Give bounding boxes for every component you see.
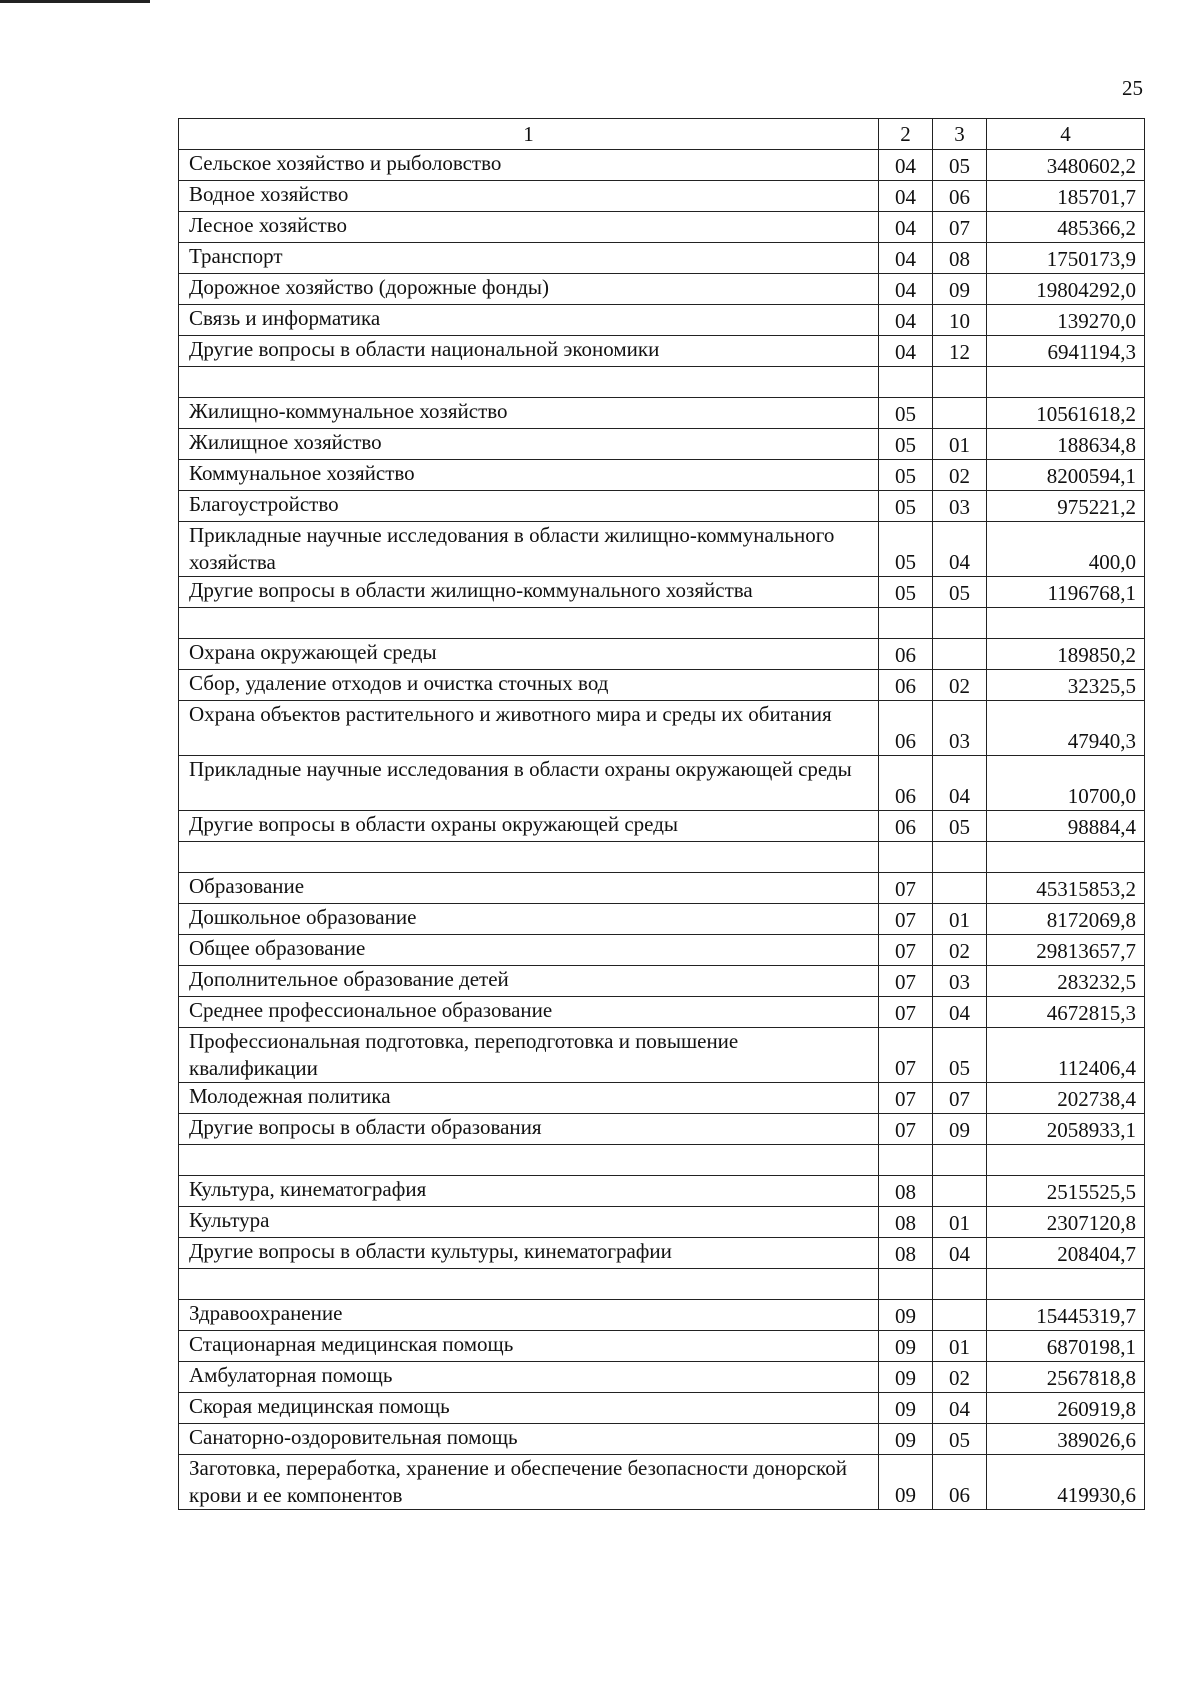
spacer-cell bbox=[987, 1269, 1145, 1300]
row-name-cell: Заготовка, переработка, хранение и обеспечение безопасности донорской крови и ее компонентов bbox=[179, 1455, 879, 1510]
row-subsection-cell: 03 bbox=[933, 966, 987, 997]
row-subsection-cell: 02 bbox=[933, 670, 987, 701]
row-amount-cell: 8172069,8 bbox=[987, 904, 1145, 935]
row-subsection-cell: 04 bbox=[933, 522, 987, 577]
spacer-cell bbox=[987, 842, 1145, 873]
row-subsection-cell: 04 bbox=[933, 1238, 987, 1269]
row-amount-cell: 2307120,8 bbox=[987, 1207, 1145, 1238]
row-name-cell: Транспорт bbox=[179, 243, 879, 274]
row-name-cell: Сельское хозяйство и рыболовство bbox=[179, 150, 879, 181]
row-section-cell: 05 bbox=[879, 398, 933, 429]
row-subsection-cell: 05 bbox=[933, 150, 987, 181]
spacer-cell bbox=[879, 367, 933, 398]
spacer-cell bbox=[179, 367, 879, 398]
spacer-cell bbox=[179, 1269, 879, 1300]
table-spacer-row bbox=[179, 842, 1145, 873]
table-row bbox=[179, 935, 1145, 966]
row-name-cell: Культура bbox=[179, 1207, 879, 1238]
header-col-1: 1 bbox=[179, 119, 879, 150]
row-subsection-cell: 03 bbox=[933, 491, 987, 522]
row-name-cell: Коммунальное хозяйство bbox=[179, 460, 879, 491]
row-name-cell: Амбулаторная помощь bbox=[179, 1362, 879, 1393]
row-subsection-cell bbox=[933, 639, 987, 670]
row-amount-cell: 1196768,1 bbox=[987, 577, 1145, 608]
table-row bbox=[179, 966, 1145, 997]
row-section-cell: 07 bbox=[879, 997, 933, 1028]
row-section-cell: 07 bbox=[879, 1083, 933, 1114]
row-amount-cell: 47940,3 bbox=[987, 701, 1145, 756]
row-name-cell: Другие вопросы в области национальной экономики bbox=[179, 336, 879, 367]
row-section-cell: 05 bbox=[879, 522, 933, 577]
row-section-cell: 09 bbox=[879, 1362, 933, 1393]
table-row bbox=[179, 181, 1145, 212]
row-section-cell: 09 bbox=[879, 1300, 933, 1331]
table-row bbox=[179, 701, 1145, 756]
table-body bbox=[179, 150, 1145, 1510]
spacer-cell bbox=[933, 842, 987, 873]
table-row bbox=[179, 1083, 1145, 1114]
row-amount-cell: 4672815,3 bbox=[987, 997, 1145, 1028]
row-subsection-cell: 12 bbox=[933, 336, 987, 367]
row-amount-cell: 208404,7 bbox=[987, 1238, 1145, 1269]
row-subsection-cell bbox=[933, 1300, 987, 1331]
row-name-cell: Охрана окружающей среды bbox=[179, 639, 879, 670]
row-subsection-cell: 04 bbox=[933, 756, 987, 811]
row-section-cell: 07 bbox=[879, 935, 933, 966]
row-subsection-cell: 04 bbox=[933, 1393, 987, 1424]
row-amount-cell: 6870198,1 bbox=[987, 1331, 1145, 1362]
header-col-2: 2 bbox=[879, 119, 933, 150]
row-section-cell: 08 bbox=[879, 1207, 933, 1238]
row-subsection-cell: 01 bbox=[933, 429, 987, 460]
table-row bbox=[179, 1028, 1145, 1083]
row-amount-cell: 3480602,2 bbox=[987, 150, 1145, 181]
row-name-cell: Охрана объектов растительного и животного мира и среды их обитания bbox=[179, 701, 879, 756]
row-amount-cell: 98884,4 bbox=[987, 811, 1145, 842]
row-name-cell: Другие вопросы в области культуры, кинематографии bbox=[179, 1238, 879, 1269]
table-row bbox=[179, 336, 1145, 367]
row-name-cell: Прикладные научные исследования в области жилищно-коммунального хозяйства bbox=[179, 522, 879, 577]
spacer-cell bbox=[987, 367, 1145, 398]
row-section-cell: 09 bbox=[879, 1393, 933, 1424]
row-section-cell: 05 bbox=[879, 429, 933, 460]
row-amount-cell: 8200594,1 bbox=[987, 460, 1145, 491]
row-amount-cell: 29813657,7 bbox=[987, 935, 1145, 966]
row-section-cell: 08 bbox=[879, 1238, 933, 1269]
row-subsection-cell bbox=[933, 1176, 987, 1207]
row-amount-cell: 139270,0 bbox=[987, 305, 1145, 336]
row-name-cell: Связь и информатика bbox=[179, 305, 879, 336]
row-name-cell: Жилищное хозяйство bbox=[179, 429, 879, 460]
table-row bbox=[179, 756, 1145, 811]
table-row bbox=[179, 1362, 1145, 1393]
row-amount-cell: 10700,0 bbox=[987, 756, 1145, 811]
row-name-cell: Образование bbox=[179, 873, 879, 904]
row-name-cell: Жилищно-коммунальное хозяйство bbox=[179, 398, 879, 429]
row-amount-cell: 419930,6 bbox=[987, 1455, 1145, 1510]
row-amount-cell: 45315853,2 bbox=[987, 873, 1145, 904]
table-row bbox=[179, 274, 1145, 305]
spacer-cell bbox=[987, 608, 1145, 639]
row-subsection-cell: 05 bbox=[933, 1424, 987, 1455]
row-name-cell: Другие вопросы в области образования bbox=[179, 1114, 879, 1145]
row-amount-cell: 185701,7 bbox=[987, 181, 1145, 212]
row-subsection-cell: 02 bbox=[933, 935, 987, 966]
row-subsection-cell: 04 bbox=[933, 997, 987, 1028]
row-amount-cell: 2567818,8 bbox=[987, 1362, 1145, 1393]
row-amount-cell: 202738,4 bbox=[987, 1083, 1145, 1114]
table-row bbox=[179, 1176, 1145, 1207]
row-name-cell: Дополнительное образование детей bbox=[179, 966, 879, 997]
row-name-cell: Другие вопросы в области охраны окружающей среды bbox=[179, 811, 879, 842]
row-subsection-cell: 07 bbox=[933, 212, 987, 243]
spacer-cell bbox=[879, 1145, 933, 1176]
row-subsection-cell: 07 bbox=[933, 1083, 987, 1114]
row-amount-cell: 283232,5 bbox=[987, 966, 1145, 997]
row-section-cell: 04 bbox=[879, 150, 933, 181]
row-name-cell: Другие вопросы в области жилищно-коммунального хозяйства bbox=[179, 577, 879, 608]
row-subsection-cell bbox=[933, 398, 987, 429]
row-section-cell: 09 bbox=[879, 1424, 933, 1455]
header-col-3: 3 bbox=[933, 119, 987, 150]
row-amount-cell: 19804292,0 bbox=[987, 274, 1145, 305]
row-name-cell: Молодежная политика bbox=[179, 1083, 879, 1114]
table-row bbox=[179, 398, 1145, 429]
table-row bbox=[179, 1393, 1145, 1424]
row-subsection-cell: 09 bbox=[933, 274, 987, 305]
row-amount-cell: 32325,5 bbox=[987, 670, 1145, 701]
table-row bbox=[179, 305, 1145, 336]
row-subsection-cell: 05 bbox=[933, 577, 987, 608]
row-subsection-cell: 10 bbox=[933, 305, 987, 336]
row-section-cell: 07 bbox=[879, 966, 933, 997]
table-row bbox=[179, 491, 1145, 522]
table-row bbox=[179, 997, 1145, 1028]
row-subsection-cell: 09 bbox=[933, 1114, 987, 1145]
row-section-cell: 07 bbox=[879, 904, 933, 935]
row-subsection-cell: 01 bbox=[933, 904, 987, 935]
row-name-cell: Профессиональная подготовка, переподготовка и повышение квалификации bbox=[179, 1028, 879, 1083]
row-section-cell: 04 bbox=[879, 181, 933, 212]
spacer-cell bbox=[179, 608, 879, 639]
table-row bbox=[179, 1331, 1145, 1362]
table-spacer-row bbox=[179, 367, 1145, 398]
table-row bbox=[179, 1424, 1145, 1455]
table-row bbox=[179, 811, 1145, 842]
spacer-cell bbox=[879, 1269, 933, 1300]
row-section-cell: 09 bbox=[879, 1331, 933, 1362]
table-row bbox=[179, 460, 1145, 491]
table-header-row bbox=[179, 119, 1145, 150]
table-row bbox=[179, 904, 1145, 935]
row-amount-cell: 15445319,7 bbox=[987, 1300, 1145, 1331]
row-name-cell: Прикладные научные исследования в области охраны окружающей среды bbox=[179, 756, 879, 811]
spacer-cell bbox=[987, 1145, 1145, 1176]
row-amount-cell: 400,0 bbox=[987, 522, 1145, 577]
row-subsection-cell: 08 bbox=[933, 243, 987, 274]
row-name-cell: Лесное хозяйство bbox=[179, 212, 879, 243]
row-section-cell: 04 bbox=[879, 274, 933, 305]
row-section-cell: 04 bbox=[879, 336, 933, 367]
row-subsection-cell bbox=[933, 873, 987, 904]
row-subsection-cell: 06 bbox=[933, 1455, 987, 1510]
row-subsection-cell: 05 bbox=[933, 1028, 987, 1083]
row-subsection-cell: 03 bbox=[933, 701, 987, 756]
table-row bbox=[179, 873, 1145, 904]
row-name-cell: Благоустройство bbox=[179, 491, 879, 522]
table-row bbox=[179, 1300, 1145, 1331]
row-name-cell: Среднее профессиональное образование bbox=[179, 997, 879, 1028]
budget-table bbox=[178, 118, 1145, 1510]
row-name-cell: Стационарная медицинская помощь bbox=[179, 1331, 879, 1362]
spacer-cell bbox=[933, 1145, 987, 1176]
spacer-cell bbox=[879, 842, 933, 873]
row-amount-cell: 188634,8 bbox=[987, 429, 1145, 460]
row-name-cell: Скорая медицинская помощь bbox=[179, 1393, 879, 1424]
row-amount-cell: 2058933,1 bbox=[987, 1114, 1145, 1145]
row-subsection-cell: 02 bbox=[933, 1362, 987, 1393]
row-amount-cell: 260919,8 bbox=[987, 1393, 1145, 1424]
row-subsection-cell: 05 bbox=[933, 811, 987, 842]
row-section-cell: 06 bbox=[879, 756, 933, 811]
row-name-cell: Общее образование bbox=[179, 935, 879, 966]
table-row bbox=[179, 670, 1145, 701]
row-section-cell: 06 bbox=[879, 811, 933, 842]
table-row bbox=[179, 639, 1145, 670]
row-subsection-cell: 06 bbox=[933, 181, 987, 212]
row-section-cell: 05 bbox=[879, 460, 933, 491]
row-section-cell: 04 bbox=[879, 243, 933, 274]
row-name-cell: Культура, кинематография bbox=[179, 1176, 879, 1207]
row-section-cell: 06 bbox=[879, 701, 933, 756]
row-amount-cell: 6941194,3 bbox=[987, 336, 1145, 367]
table-spacer-row bbox=[179, 608, 1145, 639]
row-amount-cell: 975221,2 bbox=[987, 491, 1145, 522]
row-section-cell: 07 bbox=[879, 1114, 933, 1145]
row-name-cell: Дорожное хозяйство (дорожные фонды) bbox=[179, 274, 879, 305]
row-amount-cell: 189850,2 bbox=[987, 639, 1145, 670]
row-name-cell: Водное хозяйство bbox=[179, 181, 879, 212]
row-section-cell: 06 bbox=[879, 639, 933, 670]
table-spacer-row bbox=[179, 1145, 1145, 1176]
header-col-4: 4 bbox=[987, 119, 1145, 150]
spacer-cell bbox=[933, 367, 987, 398]
row-name-cell: Дошкольное образование bbox=[179, 904, 879, 935]
spacer-cell bbox=[879, 608, 933, 639]
spacer-cell bbox=[179, 1145, 879, 1176]
row-section-cell: 07 bbox=[879, 1028, 933, 1083]
row-name-cell: Санаторно-оздоровительная помощь bbox=[179, 1424, 879, 1455]
row-name-cell: Сбор, удаление отходов и очистка сточных вод bbox=[179, 670, 879, 701]
row-amount-cell: 1750173,9 bbox=[987, 243, 1145, 274]
row-section-cell: 06 bbox=[879, 670, 933, 701]
row-section-cell: 04 bbox=[879, 305, 933, 336]
table-row bbox=[179, 243, 1145, 274]
row-name-cell: Здравоохранение bbox=[179, 1300, 879, 1331]
spacer-cell bbox=[933, 608, 987, 639]
row-section-cell: 05 bbox=[879, 577, 933, 608]
row-section-cell: 04 bbox=[879, 212, 933, 243]
row-subsection-cell: 01 bbox=[933, 1331, 987, 1362]
table-row bbox=[179, 429, 1145, 460]
table-row bbox=[179, 1207, 1145, 1238]
table-row bbox=[179, 577, 1145, 608]
table-spacer-row bbox=[179, 1269, 1145, 1300]
table-row bbox=[179, 212, 1145, 243]
spacer-cell bbox=[933, 1269, 987, 1300]
row-section-cell: 07 bbox=[879, 873, 933, 904]
table-row bbox=[179, 1114, 1145, 1145]
table-row bbox=[179, 1455, 1145, 1510]
row-subsection-cell: 01 bbox=[933, 1207, 987, 1238]
row-section-cell: 09 bbox=[879, 1455, 933, 1510]
table-row bbox=[179, 150, 1145, 181]
page-number: 25 bbox=[1122, 76, 1143, 100]
scan-edge-line bbox=[0, 0, 150, 3]
spacer-cell bbox=[179, 842, 879, 873]
row-section-cell: 05 bbox=[879, 491, 933, 522]
row-section-cell: 08 bbox=[879, 1176, 933, 1207]
row-amount-cell: 389026,6 bbox=[987, 1424, 1145, 1455]
row-amount-cell: 10561618,2 bbox=[987, 398, 1145, 429]
row-amount-cell: 2515525,5 bbox=[987, 1176, 1145, 1207]
row-subsection-cell: 02 bbox=[933, 460, 987, 491]
row-amount-cell: 112406,4 bbox=[987, 1028, 1145, 1083]
table-row bbox=[179, 522, 1145, 577]
row-amount-cell: 485366,2 bbox=[987, 212, 1145, 243]
table-row bbox=[179, 1238, 1145, 1269]
